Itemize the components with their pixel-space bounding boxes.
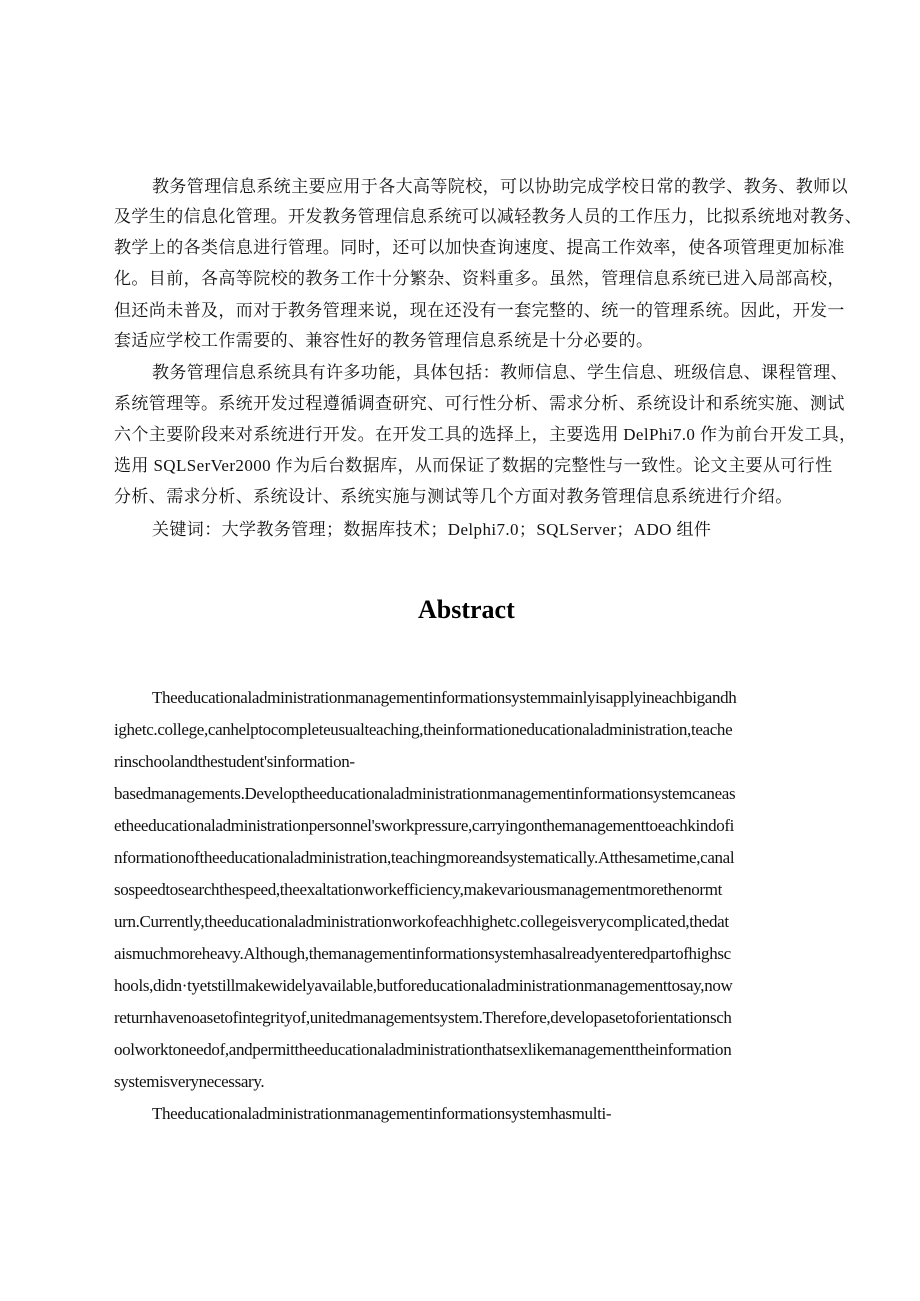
cn-abstract-line: 教务管理信息系统主要应用于各大高等院校，可以协助完成学校日常的教学、教务、教师以 xyxy=(152,177,848,196)
en-abstract-line: Theeducationaladministrationmanagementinformationsystemmainlyisapplyineachbigandh xyxy=(152,688,737,707)
abstract-title: Abstract xyxy=(418,595,515,624)
en-abstract-line: returnhavenoasetofintegrityof,unitedmanagementsystem.Therefore,developasetoforientationsch xyxy=(114,1008,732,1027)
cn-abstract-line: 套适应学校工作需要的、兼容性好的教务管理信息系统是十分必要的。 xyxy=(114,331,654,350)
en-abstract-line: sospeedtosearchthespeed,theexaltationworkefficiency,makevariousmanagementmorethenormt xyxy=(114,880,722,899)
keywords-line: 关键词：大学教务管理；数据库技术；Delphi7.0；SQLServer；ADO 组件 xyxy=(152,520,712,539)
en-abstract-line: hools,didn·tyetstillmakewidelyavailable,butforeducationaladministrationmanagementtosay,now xyxy=(114,976,733,995)
en-abstract-line: systemisverynecessary. xyxy=(114,1072,265,1091)
cn-abstract-line: 但还尚未普及，而对于教务管理来说，现在还没有一套完整的、统一的管理系统。因此，开发一 xyxy=(114,301,845,320)
cn-abstract-line: 分析、需求分析、系统设计、系统实施与测试等几个方面对教务管理信息系统进行介绍。 xyxy=(114,487,793,506)
en-abstract-line: nformationoftheeducationaladministration,teachingmoreandsystematically.Atthesametime,canal xyxy=(114,848,735,867)
cn-abstract-line: 系统管理等。系统开发过程遵循调查研究、可行性分析、需求分析、系统设计和系统实施、测试 xyxy=(114,394,845,413)
cn-abstract-line: 教务管理信息系统具有许多功能，具体包括：教师信息、学生信息、班级信息、课程管理、 xyxy=(152,363,848,382)
cn-abstract-line: 选用 SQLSerVer2000 作为后台数据库，从而保证了数据的完整性与一致性。论文主要从可行性 xyxy=(114,456,833,475)
en-abstract-line: rinschoolandthestudent'sinformation- xyxy=(114,752,355,771)
en-abstract-line: urn.Currently,theeducationaladministrationworkofeachhighetc.collegeisverycomplicated,thedat xyxy=(114,912,729,931)
cn-abstract-line: 化。目前，各高等院校的教务工作十分繁杂、资料重多。虽然，管理信息系统已进入局部高校， xyxy=(114,269,845,288)
en-abstract-line: basedmanagements.Developtheeducationaladministrationmanagementinformationsystemcaneas xyxy=(114,784,736,803)
cn-abstract-line: 及学生的信息化管理。开发教务管理信息系统可以减轻教务人员的工作压力，比拟系统地对教务、 xyxy=(114,207,863,226)
cn-abstract-line: 六个主要阶段来对系统进行开发。在开发工具的选择上，主要选用 DelPhi7.0 作为前台开发工具， xyxy=(114,425,857,444)
en-abstract-line: etheeducationaladministrationpersonnel'sworkpressure,carryingonthemanagementtoeachkindofi xyxy=(114,816,735,835)
en-abstract-line: Theeducationaladministrationmanagementinformationsystemhasmulti- xyxy=(152,1104,612,1123)
cn-abstract-line: 教学上的各类信息进行管理。同时，还可以加快查询速度、提高工作效率，使各项管理更加标准 xyxy=(114,238,845,257)
en-abstract-line: oolworktoneedof,andpermittheeducationaladministrationthatsexlikemanagementtheinformation xyxy=(114,1040,732,1059)
en-abstract-line: aismuchmoreheavy.Although,themanagementinformationsystemhasalreadyenteredpartofhighsc xyxy=(114,944,731,963)
en-abstract-line: ighetc.college,canhelptocompleteusualteaching,theinformationeducationaladministration,teache xyxy=(114,720,733,739)
